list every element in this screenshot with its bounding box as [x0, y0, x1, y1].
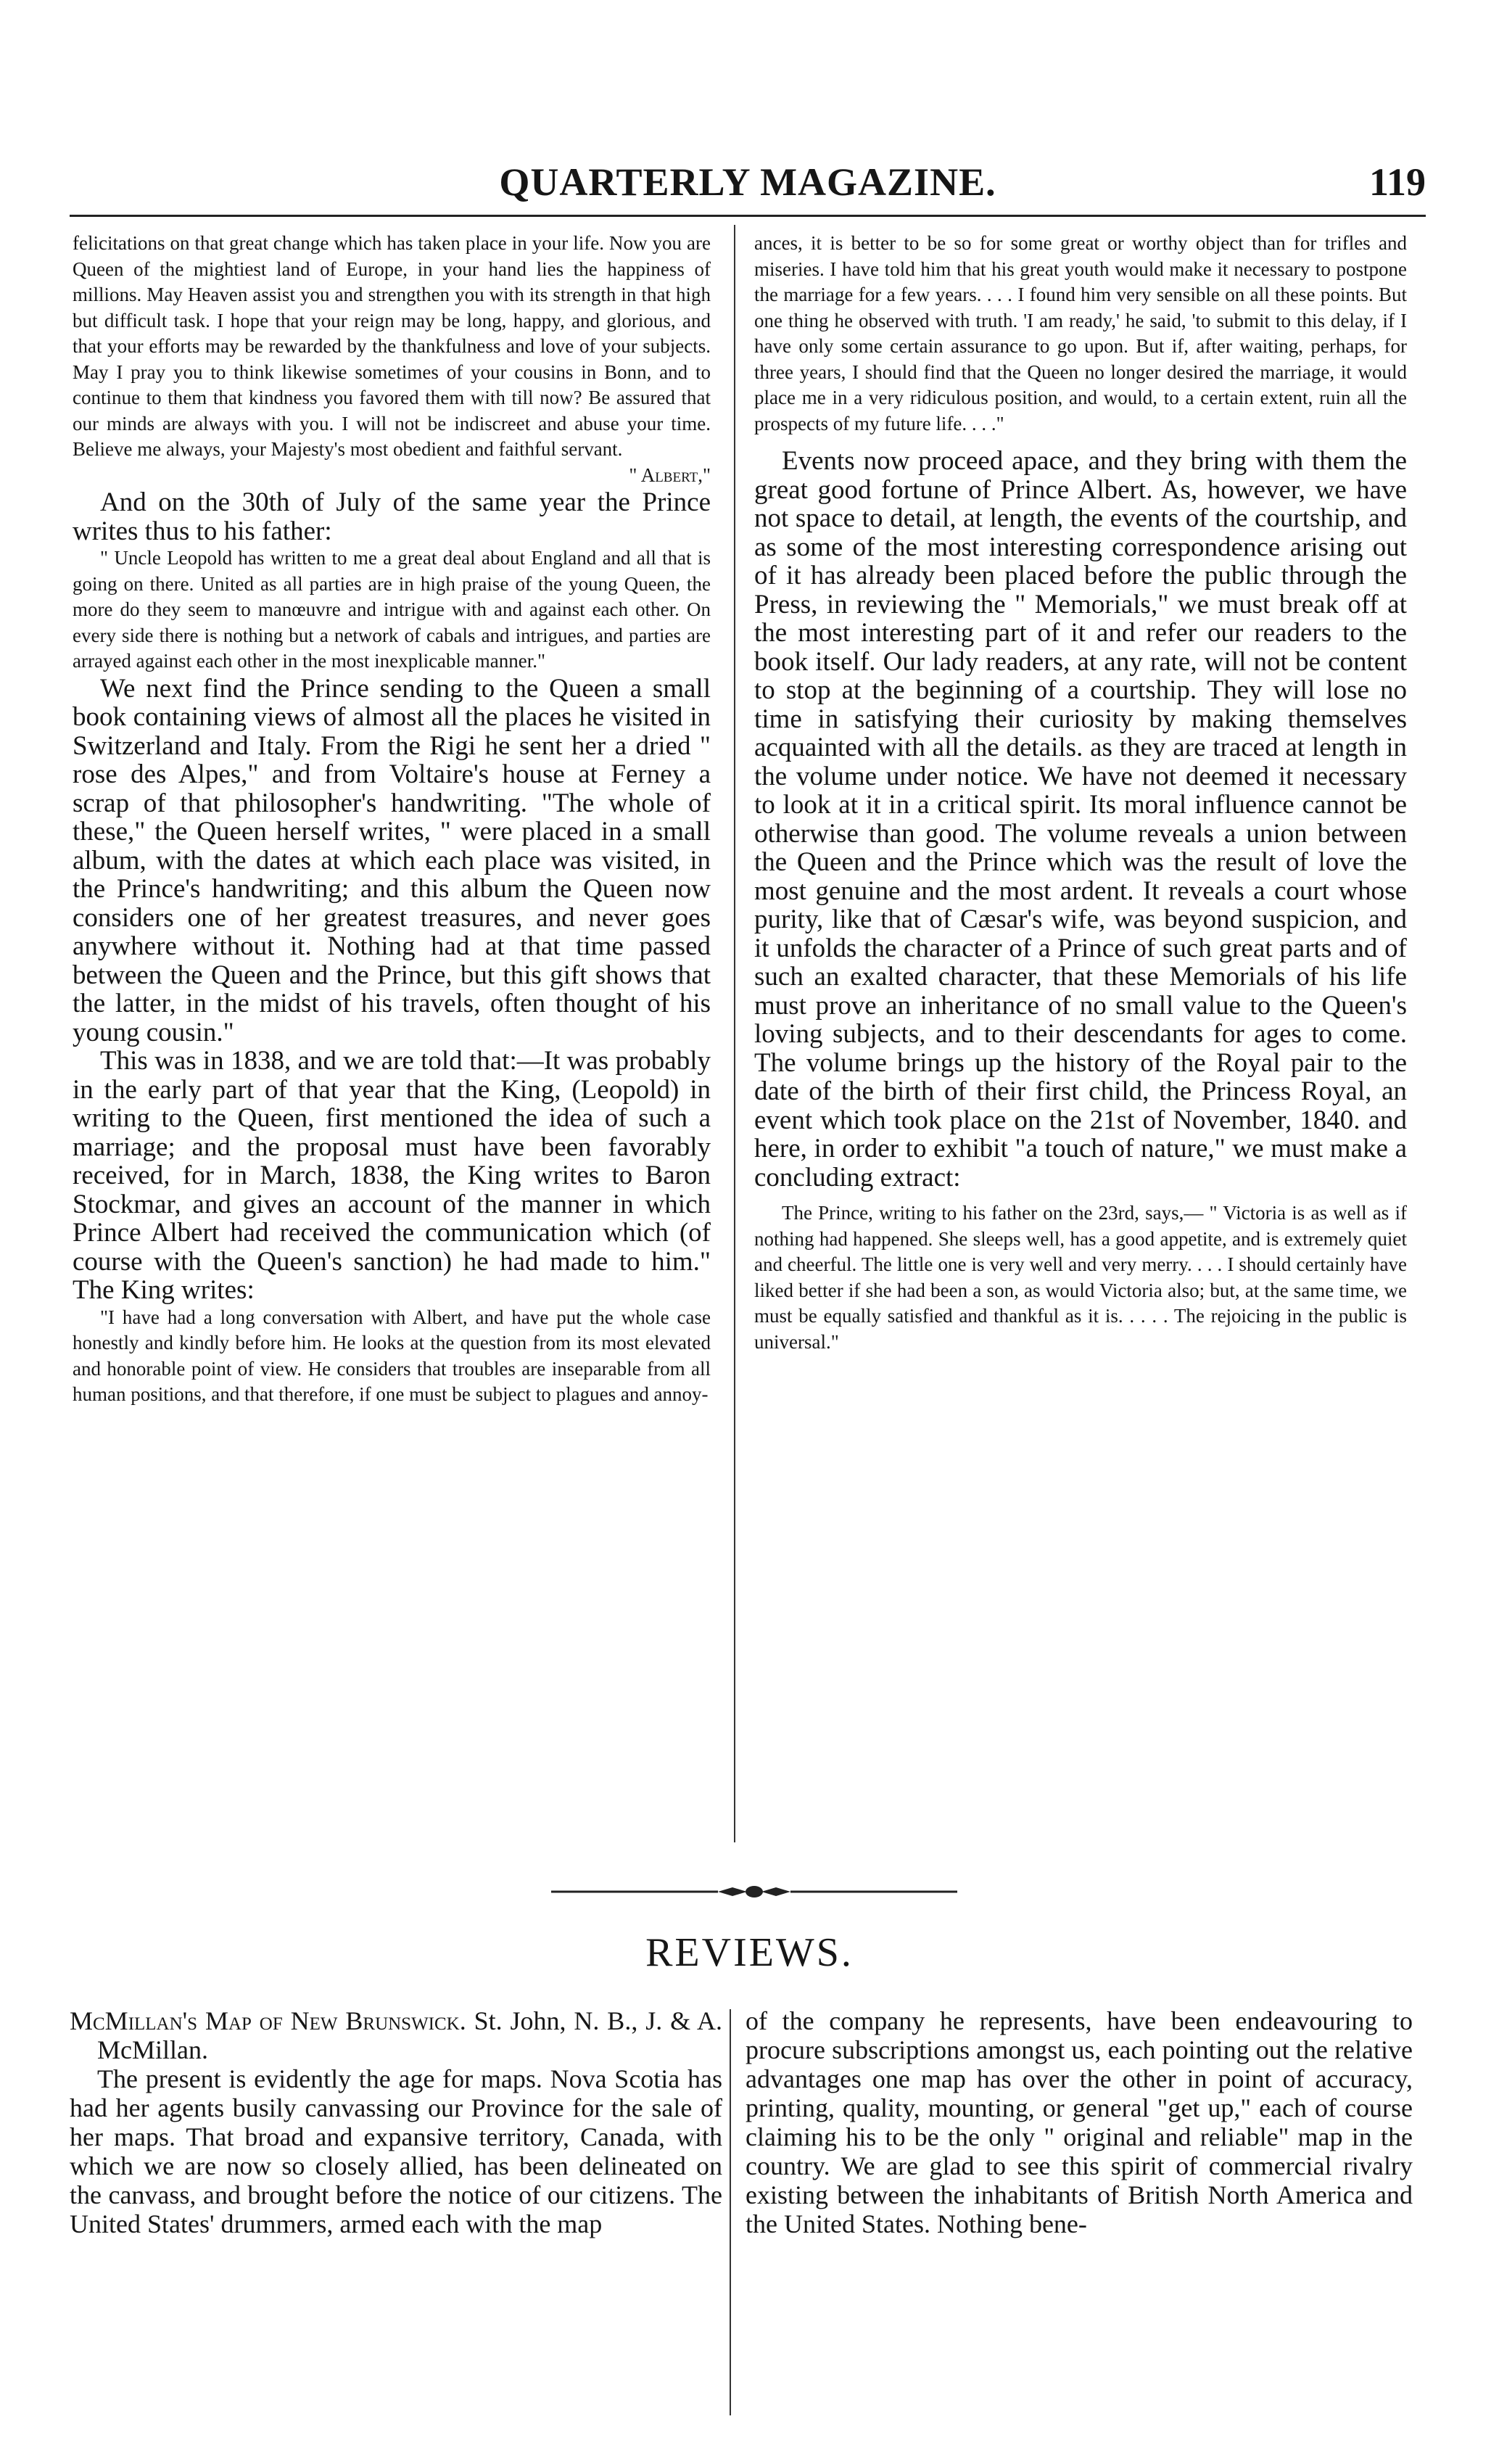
running-head [70, 154, 1426, 219]
block-quote: " Uncle Leopold has written to me a great deal about England and all that is going on there. United as all parties are in high praise of the young Queen, the more do they seem to manœuvre and intrigue with and against each other. On every side there is nothing but a network of cabals and intrigues, and parties are arrayed against each other in the most inexplicable manner." [73, 547, 711, 672]
reviews-heading: REVIEWS. [645, 1930, 854, 1975]
page-number: 119 [1368, 160, 1426, 204]
review-paragraph: The present is evidently the age for maps. Nova Scotia has had her agents busily canvassing our Province for the sale of her maps. That broad and expansive territory, Canada, with which we are now so closely allied, has been delineated on the canvass, and brought before the notice of our citizens. The United States' drummers, armed each with the map [70, 2064, 722, 2238]
letter-text: felicitations on that great change which has taken place in your life. Now you are Queen of the mightiest land of Europe, in your hand lies the happiness of millions. May Heaven assist you and strengthen you with its strength in that high but difficult task. I hope that your reign may be long, happy, and glorious, and that your efforts may be rewarded by the thankfulness and love of your subjects. May I pray you to think likewise sometimes of your cousins in Bonn, and to continue to them that kindness you favored them with till now? Be assured that our minds are always with you. I will not be indiscreet and abuse your time. Believe me always, your Majesty's most obedient and faithful servant. [73, 232, 711, 460]
review-paragraph: of the company he represents, have been endeavouring to procure subscriptions amongst us, each pointing out the relative advantages one map has over the other in point of accuracy, printing, quality, mounting, or general "get up," each of course claiming his to be the only " original and reliable" map in the country. We are glad to see this spirit of commercial rivalry existing between the inhabitants of British North America and the United States. Nothing bene- [746, 2006, 1413, 2238]
paragraph: Events now proceed apace, and they bring with them the great good fortune of Prince Albert. As, however, we have not space to detail, at length, the events of the courtship, and as some of the most interesting correspondence arising out of it has already been placed before the public through the Press, in reviewing the " Memorials," we must break off at the most interesting part of it and refer our readers to the book itself. Our lady readers, at any rate, will not be content to stop at the beginning of a courtship. They will lose no time in satisfying their curiosity by making themselves acquainted with all the details. as they are traced at length in the volume under notice. We have not deemed it necessary to look at it in a critical spirit. Its moral influence cannot be otherwise than good. The volume reveals a union between the Queen and the Prince which was the result of love the most genuine and the most ardent. It reveals a court whose purity, like that of Cæsar's wife, was beyond suspicion, and it unfolds the character of a Prince of such great parts and of such an exalted character, that these Memorials of his life must prove an inheritance of no small value to the Queen's loving subjects, and to their descendants for ages to come. The volume brings up the history of the Royal pair to the date of the birth of their first child, the Princess Royal, an event which took place on the 21st of November, 1840. and here, in order to exhibit "a touch of nature," we must make a concluding extract: [754, 446, 1407, 1192]
paragraph: This was in 1838, and we are told that:—It was probably in the early part of that year that the King, (Leopold) in writing to the Queen, first mentioned the idea of such a marriage; and the proposal must have been favorably received, for in March, 1838, the King writes to Baron Stockmar, and gives an account of the manner in which Prince Albert had received the communication which (of course with the Queen's sanction) he had made to him." The King writes: [73, 1046, 711, 1305]
paragraph: And on the 30th of July of the same year the Prince writes thus to his father: [73, 487, 711, 546]
ornament-rule-icon [551, 1883, 957, 1900]
review-left-column [70, 2006, 722, 2413]
left-column [73, 231, 711, 1848]
running-title: QUARTERLY MAGAZINE. [499, 160, 996, 204]
review-imprint: St. John, N. B., J. & A. McMillan. [97, 2006, 722, 2064]
right-column [754, 231, 1407, 1848]
review-citation [70, 2006, 722, 2064]
header-rule [70, 215, 1426, 217]
paragraph: We next find the Prince sending to the Queen a small book containing views of almost all the places he visited in Switzerland and Italy. From the Rigi he sent her a dried " rose des Alpes," and from Voltaire's house at Ferney a scrap of that philosopher's handwriting. "The whole of these," the Queen herself writes, " were placed in a small album, with the dates at which each place was visited, in the Prince's handwriting; and this album the Queen now considers one of her greatest treasures, and never goes anywhere without it. Nothing had at that time passed between the Queen and the Prince, but this gift shows that the latter, in the midst of his travels, often thought of his young cousin." [73, 673, 711, 1047]
block-quote: The Prince, writing to his father on the 23rd, says,— " Victoria is as well as if nothing had happened. She sleeps well, has a good appetite, and is extremely quiet and cheerful. The little one is very well and very merry. . . . I should certainly have liked better if she had been a son, as would Victoria also; but, at the same time, we must be equally satisfied and thankful as it is. . . . . The rejoicing in the public is universal." [754, 1202, 1407, 1353]
review-right-column [746, 2006, 1413, 2413]
block-quote-continued: ances, it is better to be so for some great or worthy object than for trifles and miseries. I have told him that his great youth would make it necessary to postpone the marriage for a few years. . . . I found him very sensible on all these points. But one thing he observed with truth. 'I am ready,' he said, 'to submit to this delay, if I have only some certain assurance to go upon. But if, after waiting, perhaps, for three years, I should find that the Queen no longer desired the marriage, it would place me in a very ridiculous position, and would, to a certain extent, ruin all the prospects of my future life. . . ." [754, 232, 1407, 434]
section-ornament [551, 1883, 957, 1900]
block-quote: "I have had a long conversation with Albert, and have put the whole case honestly and kindly before him. He looks at the question from its most elevated and honorable point of view. He considers that troubles are inseparable from all human positions, and that therefore, if one must be subject to plagues and annoy- [73, 1306, 711, 1405]
letter-signature: " Albert," [629, 463, 711, 486]
column-divider [734, 225, 735, 1842]
review-title: McMillan's Map of New Brunswick. [70, 2006, 466, 2035]
column-divider [730, 2009, 731, 2415]
